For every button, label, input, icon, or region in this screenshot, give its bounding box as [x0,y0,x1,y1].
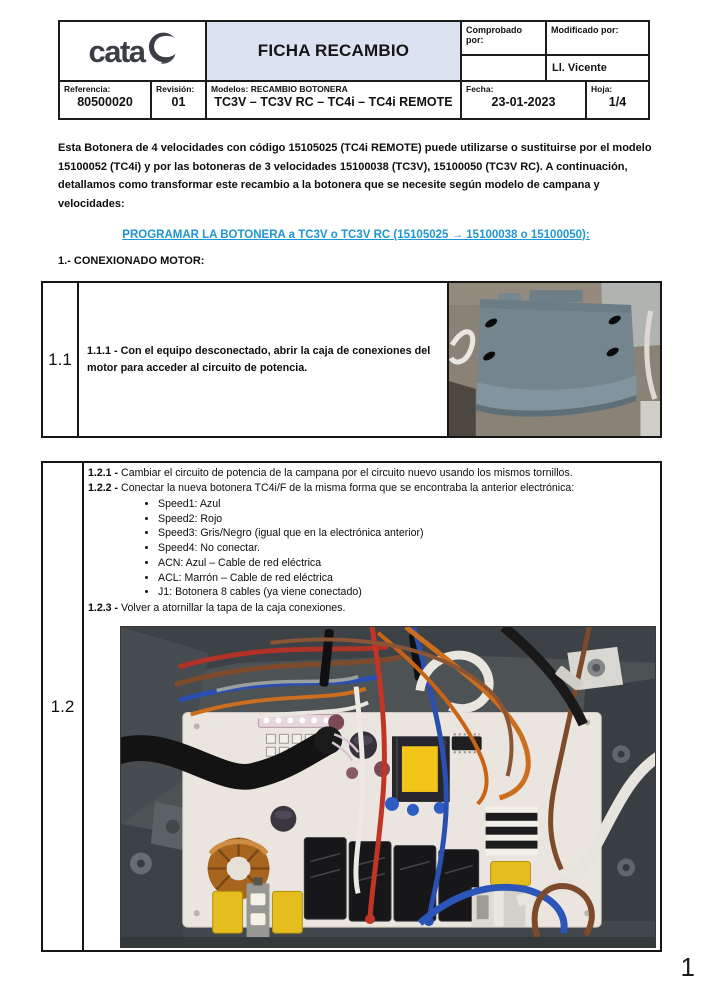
step-1-1-1-number: 1.1.1 - [87,344,118,357]
program-heading: PROGRAMAR LA BOTONERA a TC3V o TC3V RC (15105025 → 15100038 o 15100050): [122,229,590,241]
hoja-value: 1/4 [608,95,627,109]
document-title: FICHA RECAMBIO [257,41,410,60]
comprobado-label: Comprobado por: [462,22,545,56]
revision-label: Revisión: [156,84,195,94]
bullet-speed1: • Speed1: Azul [158,497,656,512]
modificado-column [547,22,648,80]
bullet-acl: • ACL: Marrón – Cable de red eléctrica [158,571,656,586]
step-1-2-2-line [88,481,656,496]
step-1-2-3-number: 1.2.3 - [88,601,119,614]
logo-cell [60,22,207,80]
cata-logo-swoosh-icon [147,31,177,72]
wiring-bullet-list [88,497,656,600]
step-1-2-row-label: 1.2 [43,463,84,950]
modificado-label: Modificado por: [547,22,648,56]
header-bottom-row [60,82,648,118]
header-table [58,20,650,120]
page-number: 1 [680,952,695,982]
revision-cell [152,82,207,118]
modelos-cell [207,82,462,118]
comprobado-value [462,56,545,80]
hoja-cell [587,82,648,118]
step-1-1-text-cell [79,283,449,436]
document-title-cell [207,22,462,80]
bullet-speed2: • Speed2: Rojo [158,512,656,527]
step-1-2-box [41,461,662,952]
motor-box-photo [449,283,660,436]
referencia-value: 80500020 [77,95,133,109]
connection-box-pcb-photo [120,626,656,948]
revision-value: 01 [171,95,186,109]
bullet-speed4: • Speed4: No conectar. [158,541,656,556]
modelos-label-line [211,84,456,94]
header-top-row [60,22,648,82]
section-1-heading: 1.- CONEXIONADO MOTOR: [58,255,205,267]
approvals-cell [462,22,648,80]
step-1-2-1-text: Cambiar el circuito de potencia de la campana por el circuito nuevo usando los mismos tornillos. [121,467,573,479]
step-1-2-2-text: Conectar la nueva botonera TC4i/F de la misma forma que se encontraba la anterior electrónica: [121,482,575,494]
step-1-2-3-line [88,601,656,616]
referencia-cell [60,82,152,118]
bullet-speed3: • Speed3: Gris/Negro (igual que en la electrónica anterior) [158,526,656,541]
modelos-label: Modelos: [211,84,249,94]
fecha-label: Fecha: [466,84,494,94]
step-1-2-1-line [88,466,656,481]
step-1-1-1-text: Con el equipo desconectado, abrir la caja de conexiones del motor para acceder al circuito de potencia. [87,344,431,374]
bullet-j1: • J1: Botonera 8 cables (ya viene conectado) [158,585,656,600]
modelos-value: RECAMBIO BOTONERA [250,84,348,94]
step-1-1-box [41,281,662,438]
step-1-2-3-text: Volver a atornillar la tapa de la caja conexiones. [121,601,346,614]
referencia-label: Referencia: [64,84,111,94]
bullet-acn: • ACN: Azul – Cable de red eléctrica [158,556,656,571]
intro-paragraph: Esta Botonera de 4 velocidades con código 15105025 (TC4i REMOTE) puede utilizarse o sustituirse por el modelo 15100052 (TC4i) y por las botoneras de 3 velocidades 15100038 (TC3V), 15100050 (TC3V RC). A continuación, detallamos como transformar este recambio a la botonera que se necesite según modelo de campana y velocidades: [58,142,652,210]
step-1-2-2-number: 1.2.2 - [88,482,119,494]
modelos-models-line: TC3V – TC3V RC – TC4i – TC4i REMOTE [214,95,453,109]
modificado-value: Ll. Vicente [552,62,607,74]
step-1-2-content-cell [84,463,660,950]
hoja-label: Hoja: [591,84,613,94]
fecha-value: 23-01-2023 [491,95,556,109]
cata-logo-text: cata [88,33,145,69]
comprobado-column [462,22,547,80]
step-1-2-1-number: 1.2.1 - [88,467,119,479]
fecha-cell [462,82,587,118]
step-1-1-row-label: 1.1 [43,283,79,436]
step-1-1-1-line [87,343,437,377]
